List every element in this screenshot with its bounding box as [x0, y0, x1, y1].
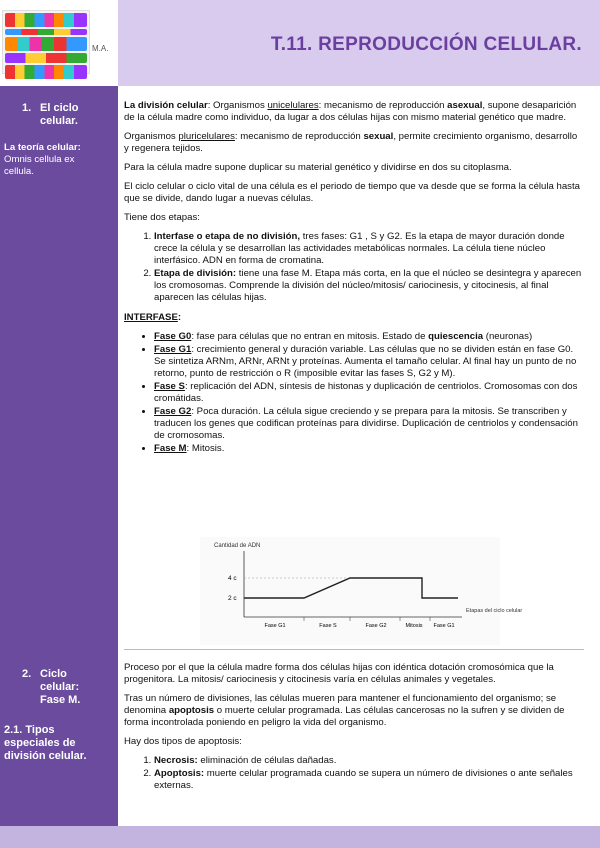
footer-band: [0, 826, 600, 848]
section-number: 2.: [22, 668, 32, 680]
y-tick-2c: 2 c: [228, 595, 237, 602]
graph-ylabel: Cantidad de ADN: [214, 543, 261, 549]
dna-cycle-graph: [200, 537, 523, 645]
section-1-text: [124, 100, 584, 461]
apoptosis-list: [124, 755, 584, 792]
list-item: • Fase M: Mitosis.: [154, 443, 584, 455]
paragraph-division: La división celular: Organismos unicelulares: mecanismo de reproducción asexual, supone desaparición de la célula madre como individuo, da lugar a dos células hijas con mismo material genético que madre.: [124, 100, 577, 123]
list-item: 2. Apoptosis: muerte celular programada cuando se supera un número de divisiones o ante señales externas.: [154, 768, 584, 792]
section-title: Ciclo celular: Fase M.: [40, 668, 81, 706]
paragraph-duplicar: Para la célula madre supone duplicar su material genético y dividirse en dos su citoplasma.: [124, 162, 512, 173]
phase-label-g1b: Fase G1: [433, 623, 455, 629]
sidebar: [0, 86, 118, 826]
interfase-heading: INTERFASE:: [124, 312, 182, 323]
y-tick-4c: 4 c: [228, 575, 237, 582]
sidebar-section-2-1: [0, 724, 122, 763]
graph-xlabel: Etapas del ciclo celular: [466, 608, 523, 614]
paragraph-apoptosis: Tras un número de divisiones, las células mueren para mantener el funcionamiento del organismo; se denomina apoptosis o muerte celular programada. Las células cancerosas no la sufren y se dividen de forma incontrolada poniendo en peligro la vida del organismo.: [124, 693, 565, 728]
section-number: 1.: [22, 102, 32, 114]
author-initials: M.A.: [92, 44, 109, 53]
section-divider: [124, 649, 584, 650]
section-2-text: [124, 662, 584, 798]
list-item: • Fase G0: fase para células que no entran en mitosis. Estado de quiescencia (neuronas): [154, 331, 584, 343]
list-item: 1. Necrosis: eliminación de células dañadas.: [154, 755, 584, 767]
page-title: T.11. REPRODUCCIÓN CELULAR.: [270, 34, 582, 55]
section-title: El ciclo celular.: [40, 102, 79, 127]
header-left: [0, 0, 118, 86]
etapas-list: [124, 231, 584, 304]
teoria-title: La teoría celular:: [4, 142, 81, 153]
paragraph-ciclo: El ciclo celular o ciclo vital de una célula es el periodo de tiempo que va desde que se forma la célula hasta que se divide, dando lugar a nuevas células.: [124, 181, 580, 204]
paragraph-pluricelulares: Organismos pluricelulares: mecanismo de reproducción sexual, permite crecimiento organismo, desarrollo y regenera tejidos.: [124, 131, 578, 154]
school-logo: [2, 10, 90, 74]
phase-label-mitosis: Mitosis: [405, 623, 423, 629]
phase-label-s: Fase S: [319, 623, 337, 629]
phase-label-g1: Fase G1: [264, 623, 286, 629]
paragraph-etapas: Tiene dos etapas:: [124, 212, 200, 223]
list-item: • Fase S: replicación del ADN, síntesis de histonas y duplicación de centriolos. Cromosomas con dos cromátidas.: [154, 381, 584, 405]
list-item: 1. Interfase o etapa de no división, tres fases: G1 , S y G2. Es la etapa de mayor duración donde crece la célula y se desarrollan las actividades metabólicas normales. La célula tiene núcleo interfásico. ADN en forma de cromatina.: [154, 231, 584, 267]
list-item: 2. Etapa de división: tiene una fase M. Etapa más corta, en la que el núcleo se desintegra y aparecen los cromosomas. Comprende la división del núcleo/mitosis/ cariocinesis, y citocinesis, al final aparecen las células hijas.: [154, 268, 584, 304]
teoria-text: Omnis cellula ex cellula.: [4, 154, 75, 177]
paragraph-proceso: Proceso por el que la célula madre forma dos células hijas con idéntica dotación cromosómica que la progenitora. La mitosis/ cariocinesis y citocinesis varía en células animales y vegetales.: [124, 662, 554, 685]
list-item: • Fase G2: Poca duración. La célula sigue creciendo y se prepara para la mitosis. Se transcriben y traducen los genes que codifican proteínas para dividirse. Duplicación de centriolos y condensación de cromosomas.: [154, 406, 584, 442]
fases-list: [124, 331, 584, 455]
sidebar-section-1: [0, 102, 118, 128]
phase-label-g2: Fase G2: [365, 623, 387, 629]
sidebar-section-2: [0, 668, 118, 707]
graph-background: [200, 537, 500, 645]
subsection-title: 2.1. Tipos especiales de división celular.: [4, 724, 87, 762]
paragraph-tipos: Hay dos tipos de apoptosis:: [124, 736, 242, 747]
list-item: • Fase G1: crecimiento general y duración variable. Las células que no se dividen están en fase G0. Se sintetiza ARNm, ARNr, ARNt y proteínas. Aumenta el tamaño celular. Al final hay un punto de no retorno, punto de restricción o R (imposible evitar las fases S, G2 y M).: [154, 344, 584, 380]
sidebar-teoria: [0, 142, 122, 178]
